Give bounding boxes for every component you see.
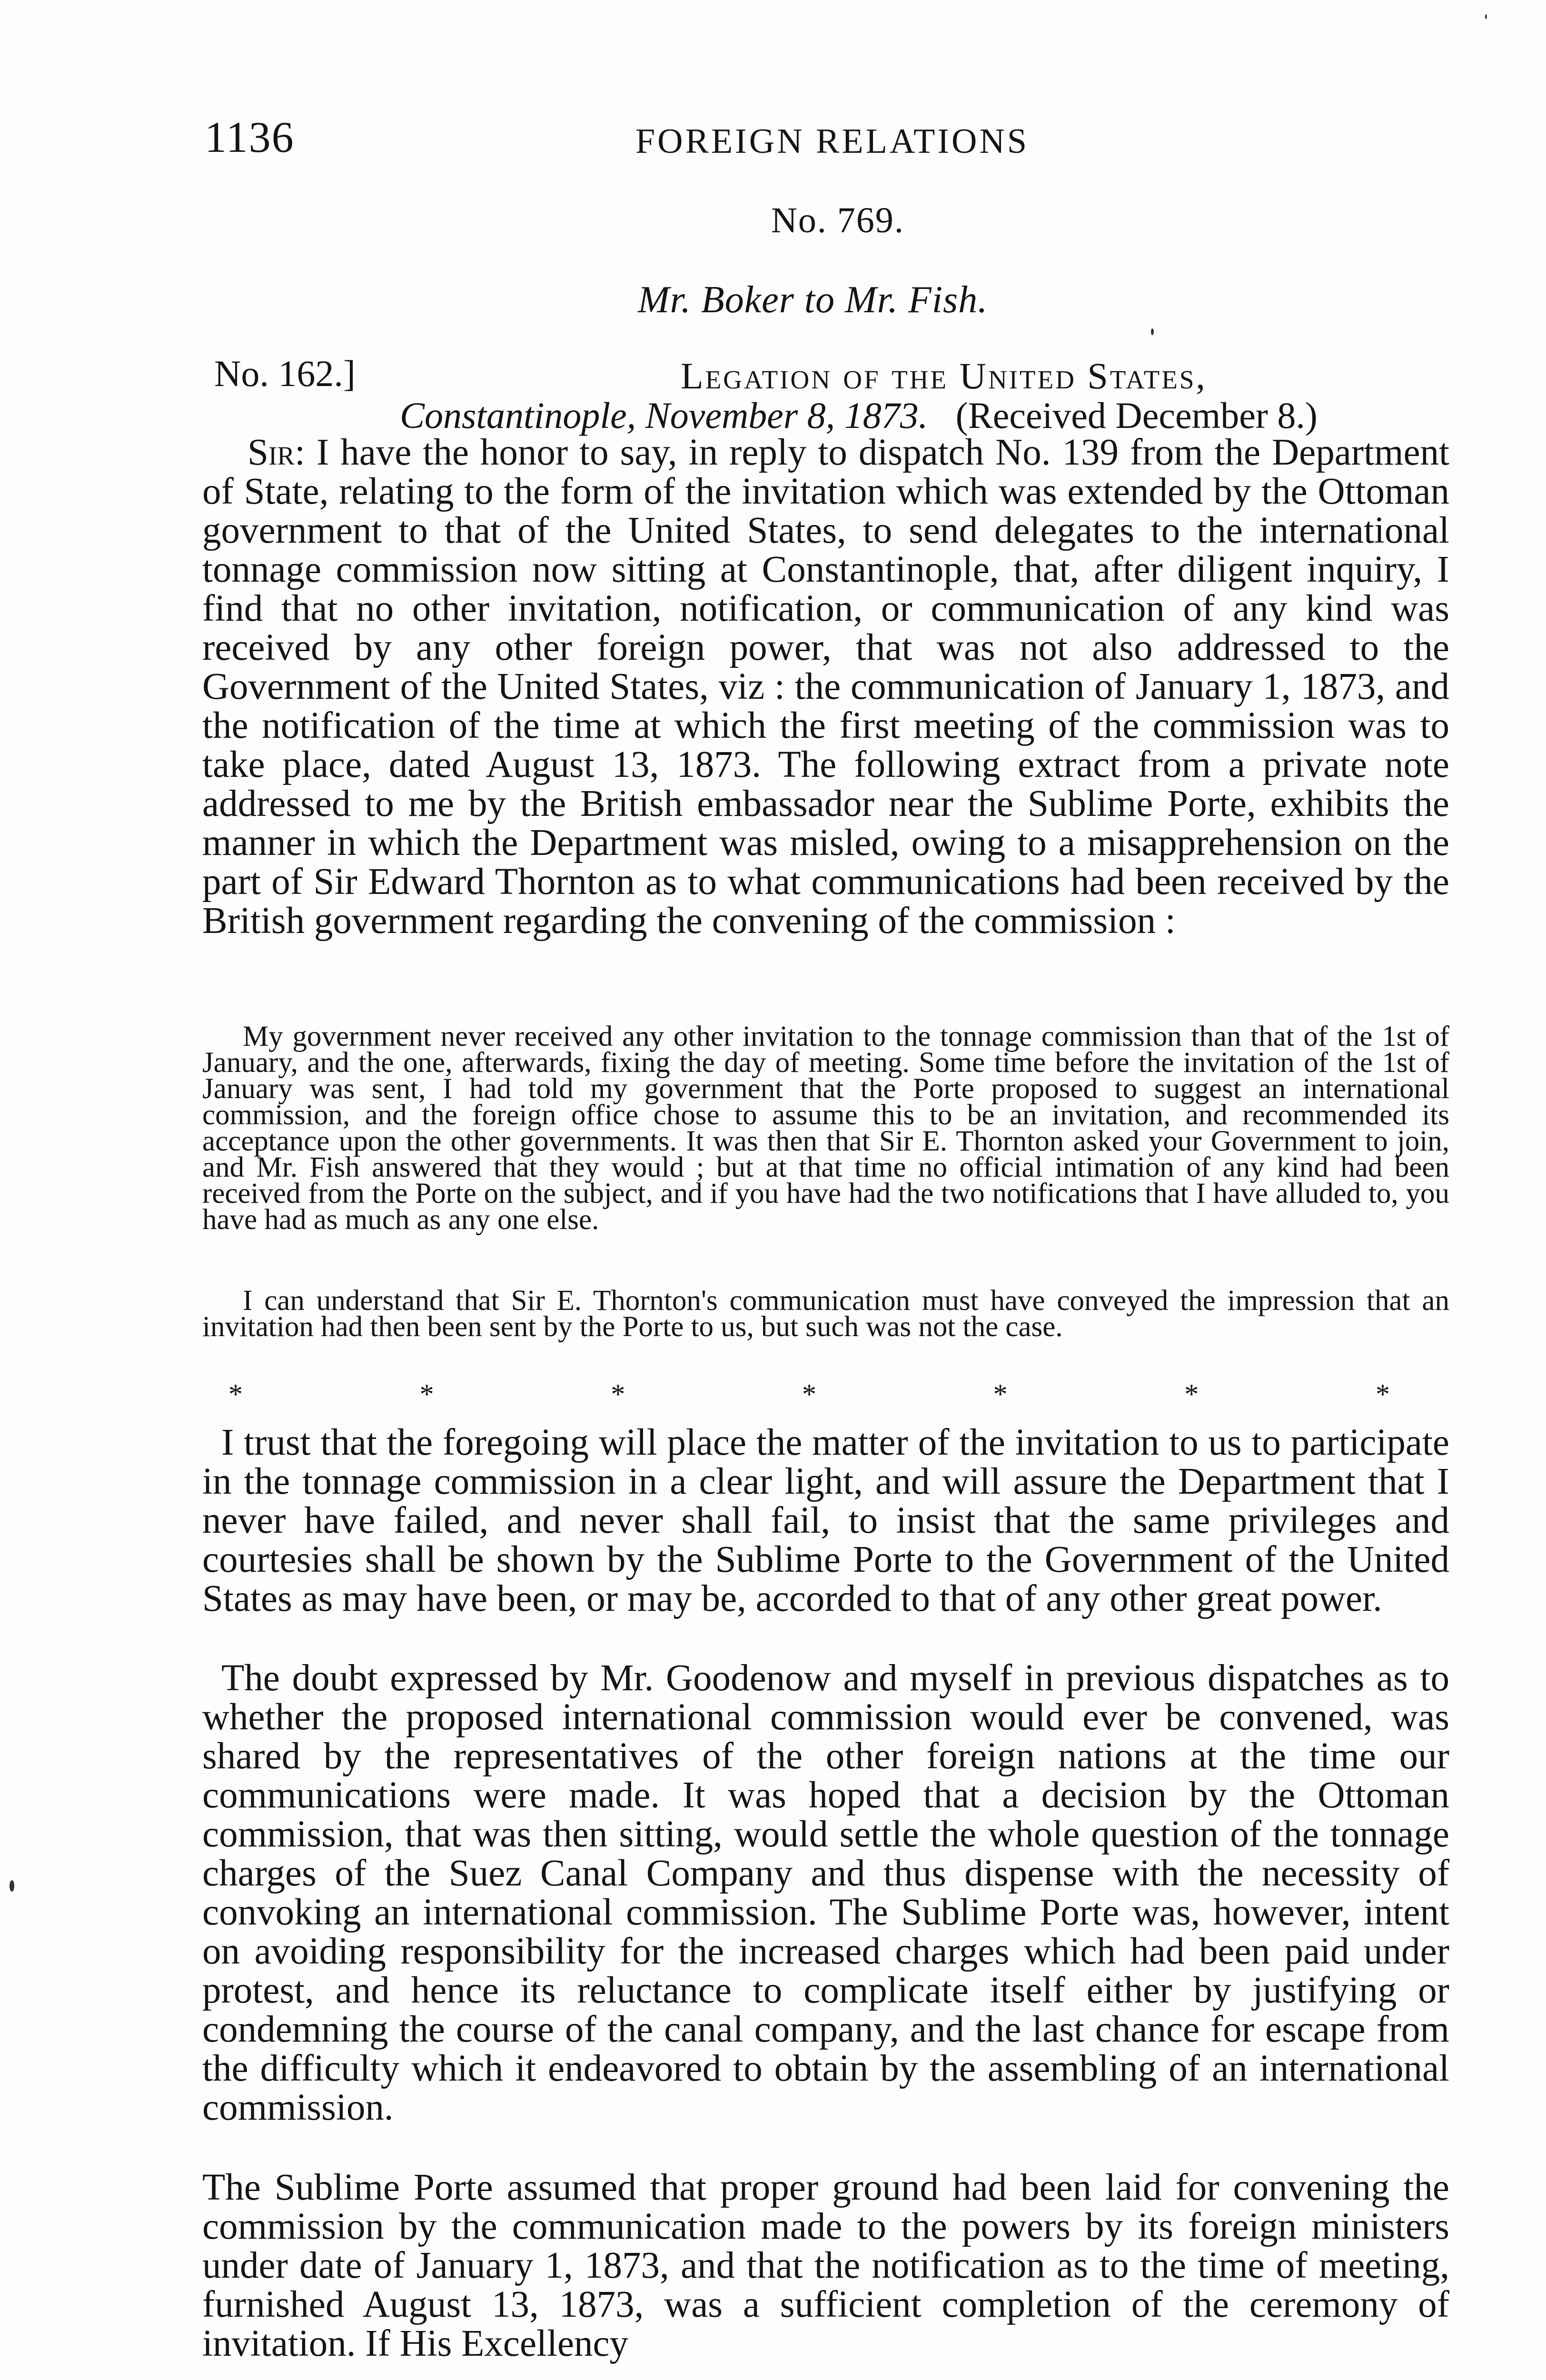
running-head: FOREIGN RELATIONS xyxy=(635,122,1030,161)
salutation: Sir xyxy=(248,432,295,473)
page-header xyxy=(205,112,1447,169)
place-date: Constantinople, November 8, 1873. xyxy=(400,395,928,436)
star: * xyxy=(1184,1378,1199,1410)
star: * xyxy=(228,1378,243,1410)
star: * xyxy=(611,1378,625,1410)
paragraph-4: The Sublime Porte assumed that proper ground had been laid for convening the commission by the communication made to the powers by its foreign ministers under date of January 1, 1873, and that the notification as to the time of meeting, furnished August 13, 1873, was a sufficient completion of the ceremony of invitation. If His Excellency xyxy=(202,2167,1449,2364)
ellipsis-stars xyxy=(228,1378,1390,1411)
paragraph-3: The doubt expressed by Mr. Goodenow and myself in previous dispatches as to whether the proposed international commission would ever be convened, was shared by the representatives of the other foreign nations at the time our communications were made. It was hoped that a decision by the Ottoman commission, that was then sitting, would settle the whole question of the tonnage charges of the Suez Canal Company and thus dispense with the necessity of convoking an international commission. The Sublime Porte was, however, intent on avoiding responsibility for the increased charges which had been paid under protest, and hence its reluctance to complicate itself either by justifying or condemning the course of the canal company, and the last chance for escape from the difficulty which it endeavored to obtain by the assembling of an international commission. xyxy=(202,1657,1449,2128)
quoted-extract-1: My government never received any other invitation to the tonnage commission than that of the 1st of January, and the one, afterwards, fixing the day of meeting. Some time before the invitation of the 1st of January was sent, I had told my government that the Porte proposed to suggest an international commission, and the foreign office chose to assume this to be an invitation, and recommended its acceptance upon the other governments. It was then that Sir E. Thornton asked your Government to join, and Mr. Fish answered that they would ; but at that time no official intimation of any kind had been received from the Porte on the subject, and if you have had the two notifications that I have alluded to, you have had as much as any one else. xyxy=(202,1021,1449,1236)
dispatch-number: No. 162.] xyxy=(214,353,356,394)
page-number: 1136 xyxy=(205,113,295,161)
paragraph-1-text: : I have the honor to say, in reply to dispatch No. 139 from the Department of State, relating to the form of the invitation which was extended by the Ottoman government to that of the United States, to send delegates to the international tonnage commission now sitting at Constantinople, that, after diligent inquiry, I find that no other invitation, notification, or communication of any kind was received by any other foreign power, that was not also addressed to the Government of the United States, viz : the communication of January 1, 1873, and the notification of the time at which the first meeting of the commission was to take place, dated August 13, 1873. The following extract from a private note addressed to me by the British embassador near the Sublime Porte, exhibits the manner in which the Department was misled, owing to a misapprehension on the part of Sir Edward Thornton as to what communications had been received by the British government regarding the convening of the commission : xyxy=(202,432,1449,942)
scan-speck xyxy=(10,1880,14,1892)
paragraph-1 xyxy=(202,433,1449,941)
scan-speck xyxy=(1151,328,1154,335)
star: * xyxy=(1375,1378,1390,1410)
place-date-line xyxy=(400,394,1318,437)
scan-speck xyxy=(1485,14,1487,19)
star: * xyxy=(419,1378,434,1410)
received-date: (Received December 8.) xyxy=(955,395,1318,436)
paragraph-2: I trust that the foregoing will place the matter of the invitation to us to participate in the tonnage commission in a clear light, and will assure the Department that I never have failed, and never shall fail, to insist that the same privileges and courtesies shall be shown by the Sublime Porte to the Government of the United States as may have been, or may be, accorded to that of any other great power. xyxy=(202,1422,1449,1619)
document-title: Mr. Boker to Mr. Fish. xyxy=(638,279,988,321)
star: * xyxy=(802,1378,816,1410)
document-number: No. 769. xyxy=(771,200,904,240)
legation-heading: Legation of the United States, xyxy=(681,355,1207,397)
star: * xyxy=(993,1378,1008,1410)
quoted-extract-2: I can understand that Sir E. Thornton's communication must have conveyed the impression that an invitation had then been sent by the Porte to us, but such was not the case. xyxy=(202,1285,1449,1343)
